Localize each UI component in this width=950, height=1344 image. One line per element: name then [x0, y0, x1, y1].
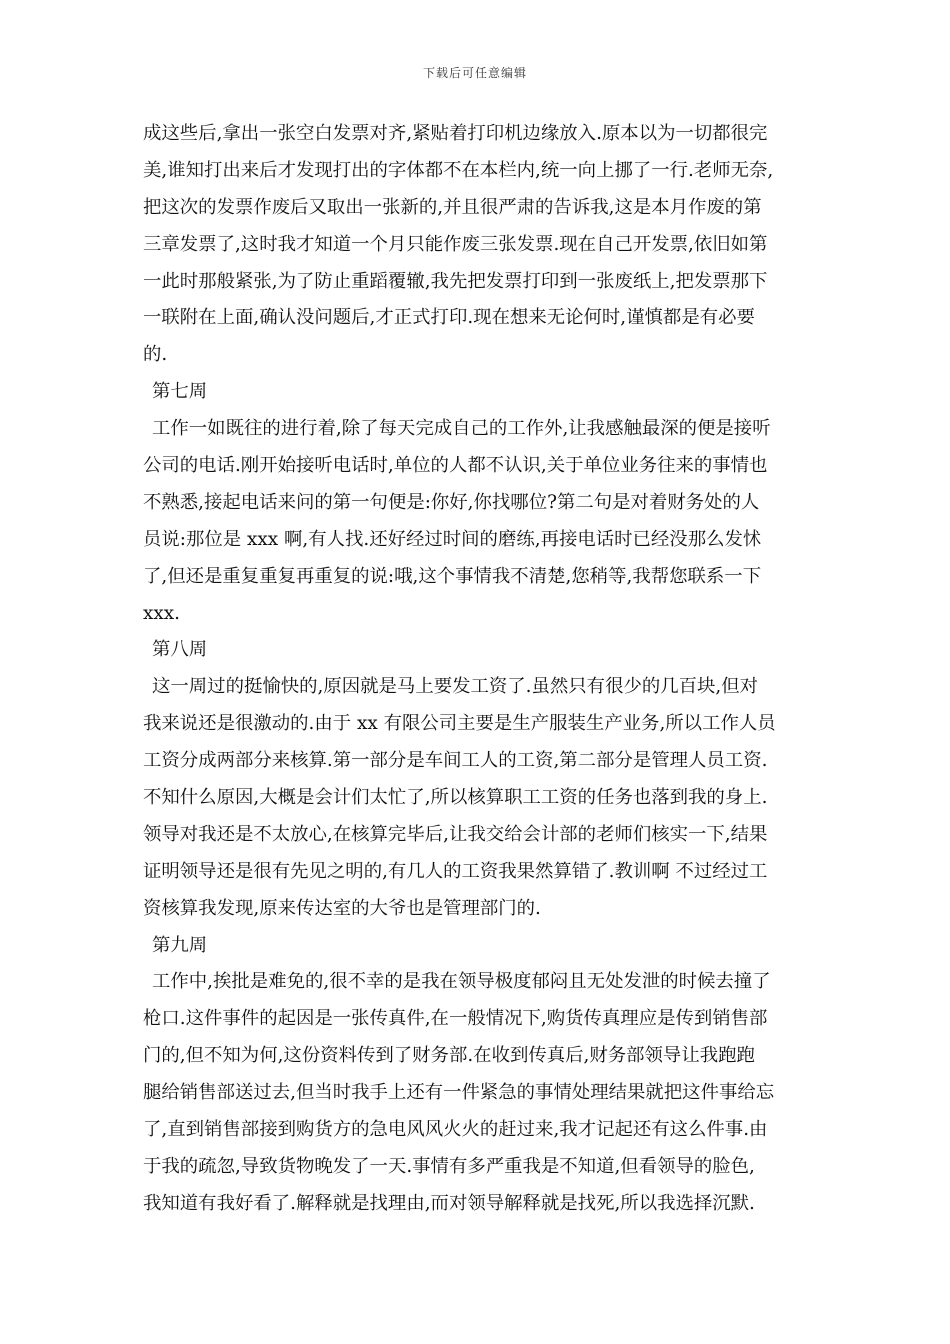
paragraph-line: 员说:那位是 xxx 啊,有人找.还好经过时间的磨练,再接电话时已经没那么发怵: [143, 528, 762, 550]
paragraph-line: 了,但还是重复重复再重复的说:哦,这个事情我不清楚,您稍等,我帮您联系一下: [143, 565, 762, 587]
paragraph-line: 腿给销售部送过去,但当时我手上还有一件紧急的事情处理结果就把这件事给忘: [143, 1082, 775, 1104]
paragraph-line: 一联附在上面,确认没问题后,才正式打印.现在想来无论何时,谨慎都是有必要: [143, 307, 755, 329]
section-heading: 第七周: [152, 381, 208, 403]
paragraph-line: 成这些后,拿出一张空白发票对齐,紧贴着打印机边缘放入.原本以为一切都很完: [143, 123, 768, 144]
paragraph-line: xxx.: [143, 602, 180, 624]
paragraph-line: 我知道有我好看了.解释就是找理由,而对领导解释就是找死,所以我选择沉默.: [143, 1192, 755, 1214]
paragraph-line: 美,谁知打出来后才发现打出的字体都不在本栏内,统一向上挪了一行.老师无奈,: [143, 159, 774, 181]
section-heading: 第九周: [152, 934, 208, 956]
paragraph-line: 三章发票了,这时我才知道一个月只能作废三张发票.现在自己开发票,依旧如第: [143, 233, 768, 255]
paragraph-line: 一此时那般紧张,为了防止重蹈覆辙,我先把发票打印到一张废纸上,把发票那下: [143, 270, 768, 292]
paragraph-line: 证明领导还是很有先见之明的,有几人的工资我果然算错了.教训啊 不过经过工: [143, 860, 768, 882]
paragraph-line: 不知什么原因,大概是会计们太忙了,所以核算职工工资的任务也落到我的身上.: [143, 787, 768, 809]
paragraph-line: 把这次的发票作废后又取出一张新的,并且很严肃的告诉我,这是本月作废的第: [143, 196, 762, 218]
paragraph-line: 工资分成两部分来核算.第一部分是车间工人的工资,第二部分是管理人员工资.: [143, 750, 768, 772]
paragraph-line: 公司的电话.刚开始接听电话时,单位的人都不认识,关于单位业务往来的事情也: [143, 455, 768, 477]
paragraph-line: 枪口.这件事件的起因是一张传真件,在一般情况下,购货传真理应是传到销售部: [143, 1008, 768, 1030]
paragraph-line: 我来说还是很激动的.由于 xx 有限公司主要是生产服装生产业务,所以工作人员: [143, 713, 776, 735]
paragraph-line: 领导对我还是不太放心,在核算完毕后,让我交给会计部的老师们核实一下,结果: [143, 823, 768, 845]
paragraph-line: 的.: [143, 344, 168, 366]
paragraph-line: 了,直到销售部接到购货方的急电风风火火的赶过来,我才记起还有这么件事.由: [143, 1119, 768, 1141]
paragraph-line: 门的,但不知为何,这份资料传到了财务部.在收到传真后,财务部领导让我跑跑: [143, 1045, 755, 1067]
paragraph-line: 工作一如既往的进行着,除了每天完成自己的工作外,让我感触最深的便是接听: [152, 418, 771, 440]
paragraph-line: 不熟悉,接起电话来问的第一句便是:你好,你找哪位?第二句是对着财务处的人: [143, 491, 760, 513]
paragraph-line: 工作中,挨批是难免的,很不幸的是我在领导极度郁闷且无处发泄的时候去撞了: [152, 971, 771, 993]
paragraph-line: 于我的疏忽,导致货物晚发了一天.事情有多严重我是不知道,但看领导的脸色,: [143, 1155, 755, 1177]
page-header-note: 下载后可任意编辑: [422, 66, 527, 80]
section-heading: 第八周: [152, 639, 208, 661]
paragraph-line: 这一周过的挺愉快的,原因就是马上要发工资了.虽然只有很少的几百块,但对: [152, 676, 759, 698]
document-body: [143, 116, 813, 1223]
paragraph-line: 资核算我发现,原来传达室的大爷也是管理部门的.: [143, 897, 541, 919]
